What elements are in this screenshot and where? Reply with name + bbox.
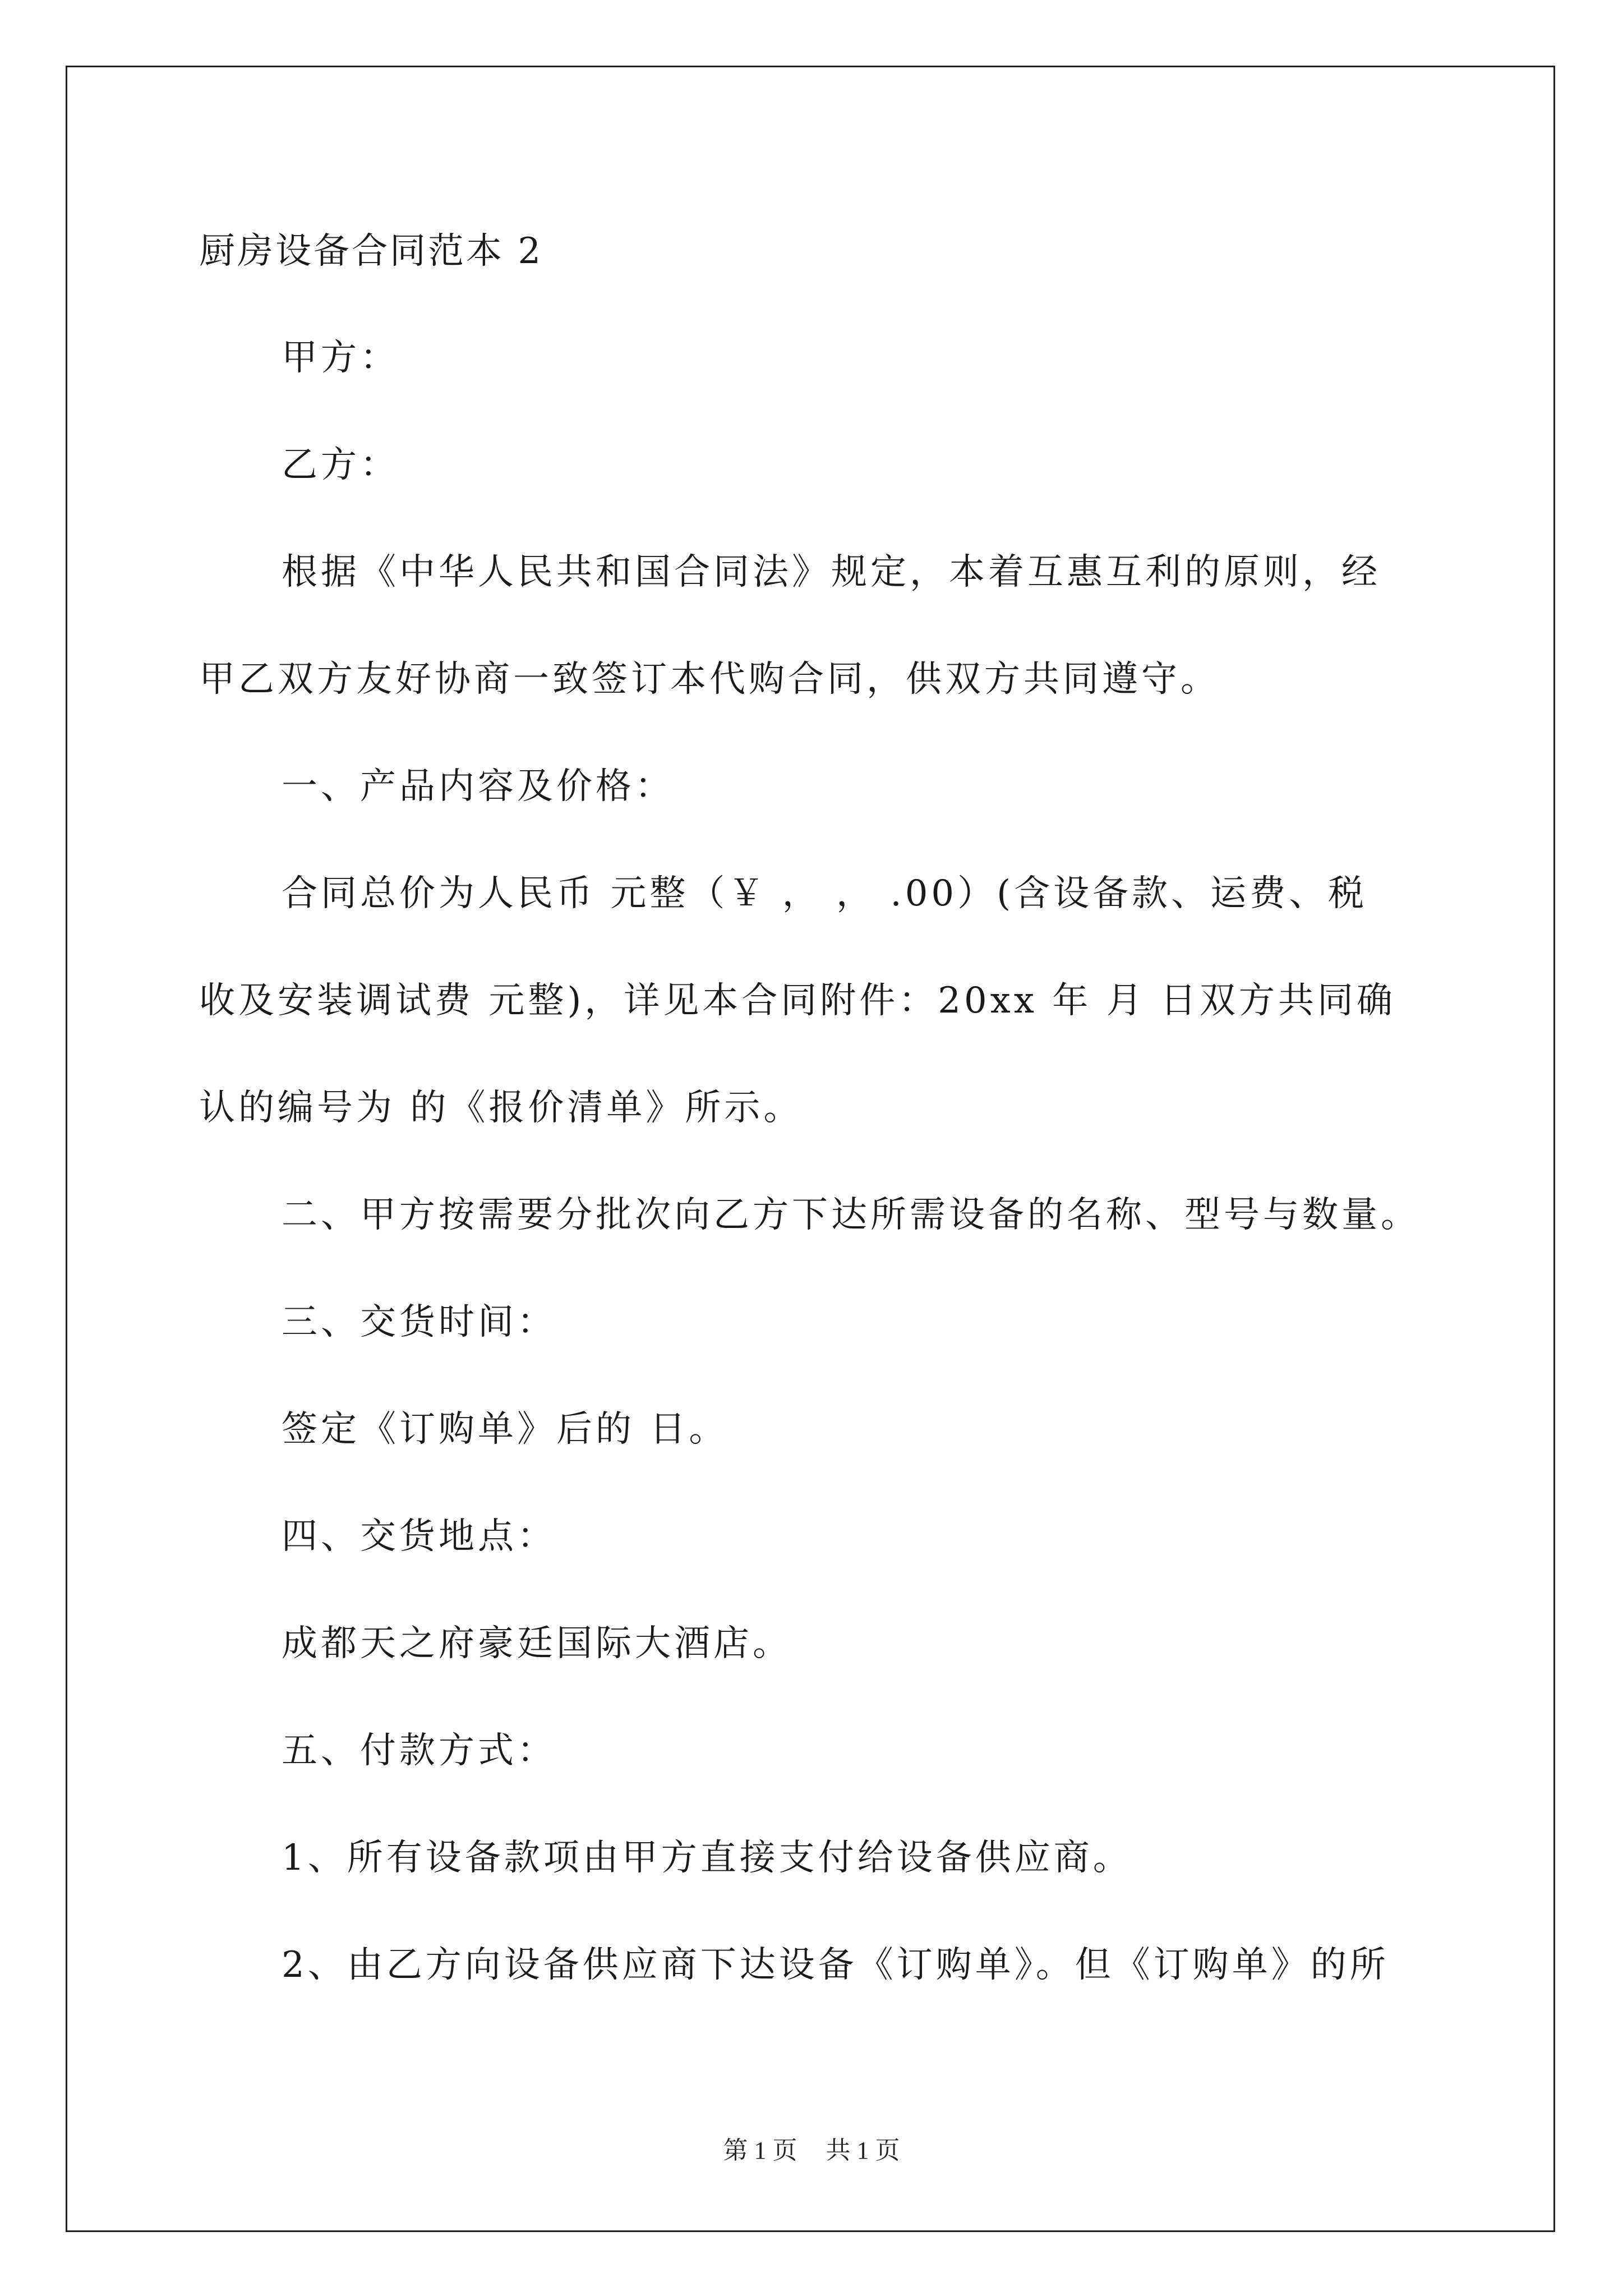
document-title: 厨房设备合同范本 2 xyxy=(199,231,543,272)
page-footer xyxy=(0,2135,1623,2166)
list-item: 2、由乙方向设备供应商下达设备《订购单》。但《订购单》的所 xyxy=(282,1944,1389,1986)
paragraph-line: 收及安装调试费 元整)，详见本合同附件：20xx 年 月 日双方共同确 xyxy=(199,980,1396,1022)
page-border xyxy=(66,66,1555,2232)
party-b-line: 乙方： xyxy=(282,444,399,486)
section-heading: 二、甲方按需要分批次向乙方下达所需设备的名称、型号与数量。 xyxy=(282,1194,1420,1236)
list-item: 1、所有设备款项由甲方直接支付给设备供应商。 xyxy=(282,1837,1132,1879)
section-heading: 五、付款方式： xyxy=(282,1730,556,1772)
page-number-current: 第 1 页 xyxy=(723,2137,797,2164)
paragraph-line: 签定《订购单》后的 日。 xyxy=(282,1409,728,1450)
page-number-total: 共 1 页 xyxy=(826,2137,900,2164)
paragraph-line: 根据《中华人民共和国合同法》规定，本着互惠互利的原则，经 xyxy=(282,551,1381,593)
party-a-line: 甲方： xyxy=(282,337,399,379)
paragraph-line: 认的编号为 的《报价清单》所示。 xyxy=(199,1087,803,1129)
section-heading: 三、交货时间： xyxy=(282,1301,556,1343)
paragraph-line: 甲乙双方友好协商一致签订本代购合同，供双方共同遵守。 xyxy=(199,659,1220,700)
section-heading: 四、交货地点： xyxy=(282,1516,556,1557)
section-heading: 一、产品内容及价格： xyxy=(282,766,674,807)
paragraph-line: 合同总价为人民币 元整（￥ ， ， .00）(含设备款、运费、税 xyxy=(282,873,1368,914)
paragraph-line: 成都天之府豪廷国际大酒店。 xyxy=(282,1623,792,1664)
